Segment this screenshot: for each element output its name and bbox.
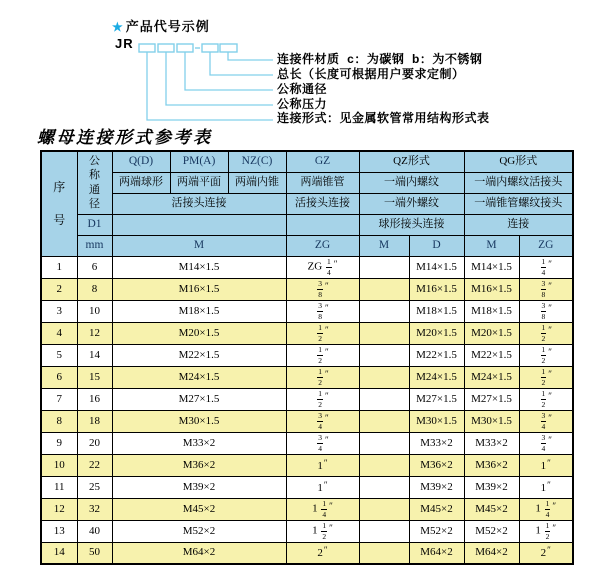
dn-cell: 8	[77, 278, 112, 300]
dn-cell: 6	[77, 256, 112, 278]
qz-m-cell	[359, 542, 409, 564]
qz-m-cell	[359, 344, 409, 366]
header-unit-zg2: ZG	[519, 235, 573, 256]
qz-m-cell	[359, 256, 409, 278]
serial-cell: 6	[41, 366, 77, 388]
table-row	[41, 278, 573, 300]
header-group-nzc: NZ(C)	[228, 151, 286, 172]
qg-zg-cell: $\frac{3}{8}$ ″	[519, 278, 573, 300]
qz-d-cell: M14×1.5	[409, 256, 464, 278]
qz-m-cell	[359, 278, 409, 300]
header-unit-zg1: ZG	[286, 235, 359, 256]
dn-cell: 15	[77, 366, 112, 388]
code-box-4	[202, 44, 218, 52]
header-unit-d: D	[409, 235, 464, 256]
dn-cell: 40	[77, 520, 112, 542]
table-row	[41, 454, 573, 476]
table-row	[41, 520, 573, 542]
qg-zg-cell: 1 $\frac{1}{2}$ ″	[519, 520, 573, 542]
qz-d-cell: M16×1.5	[409, 278, 464, 300]
gz-thread-cell: $\frac{1}{2}$ ″	[286, 322, 359, 344]
callout-label-connection: 连接形式：见金属软管常用结构形式表	[277, 111, 490, 125]
header-qg-taper-thread-joint: 一端锥管螺纹接头	[464, 193, 573, 214]
qz-m-cell	[359, 388, 409, 410]
qz-d-cell: M27×1.5	[409, 388, 464, 410]
serial-cell: 10	[41, 454, 77, 476]
table-row	[41, 388, 573, 410]
header-desc-pma: 两端平面	[170, 172, 228, 193]
qg-m-cell: M36×2	[464, 454, 519, 476]
table-row	[41, 344, 573, 366]
qg-m-cell: M45×2	[464, 498, 519, 520]
m-thread-cell: M14×1.5	[112, 256, 286, 278]
serial-cell: 5	[41, 344, 77, 366]
qz-d-cell: M52×2	[409, 520, 464, 542]
table-row	[41, 498, 573, 520]
qg-zg-cell: 1″	[519, 454, 573, 476]
m-thread-cell: M27×1.5	[112, 388, 286, 410]
dn-cell: 25	[77, 476, 112, 498]
dn-cell: 12	[77, 322, 112, 344]
m-thread-cell: M52×2	[112, 520, 286, 542]
header-empty-gz	[286, 214, 359, 235]
serial-cell: 4	[41, 322, 77, 344]
m-thread-cell: M64×2	[112, 542, 286, 564]
header-desc-qd: 两端球形	[112, 172, 170, 193]
gz-thread-cell: ZG $\frac{1}{4}$ ″	[286, 256, 359, 278]
gz-thread-cell: 1 $\frac{1}{2}$ ″	[286, 520, 359, 542]
dn-cell: 16	[77, 388, 112, 410]
table-row	[41, 542, 573, 564]
serial-cell: 12	[41, 498, 77, 520]
callout-label-pressure: 公称压力	[277, 97, 328, 111]
gz-thread-cell: 1″	[286, 454, 359, 476]
qg-zg-cell: $\frac{3}{8}$ ″	[519, 300, 573, 322]
header-group-gz: GZ	[286, 151, 359, 172]
qg-m-cell: M39×2	[464, 476, 519, 498]
code-box-3	[177, 44, 193, 52]
gz-thread-cell: 1 $\frac{1}{4}$ ″	[286, 498, 359, 520]
qz-m-cell	[359, 476, 409, 498]
qz-m-cell	[359, 520, 409, 542]
header-qg-connection: 连接	[464, 214, 573, 235]
table-row	[41, 300, 573, 322]
header-connection-union1: 活接头连接	[112, 193, 286, 214]
qz-m-cell	[359, 300, 409, 322]
qz-d-cell: M18×1.5	[409, 300, 464, 322]
qg-zg-cell: 1 $\frac{1}{4}$ ″	[519, 498, 573, 520]
table-row	[41, 322, 573, 344]
callout-line-diameter	[185, 52, 273, 90]
serial-cell: 2	[41, 278, 77, 300]
dn-cell: 50	[77, 542, 112, 564]
header-empty-left	[112, 214, 286, 235]
qg-zg-cell: 2″	[519, 542, 573, 564]
serial-cell: 9	[41, 432, 77, 454]
table-row	[41, 410, 573, 432]
qg-m-cell: M14×1.5	[464, 256, 519, 278]
dn-cell: 18	[77, 410, 112, 432]
serial-cell: 7	[41, 388, 77, 410]
serial-cell: 1	[41, 256, 77, 278]
serial-cell: 3	[41, 300, 77, 322]
qg-zg-cell: $\frac{3}{4}$ ″	[519, 410, 573, 432]
header-desc-qg: 一端内螺纹活接头	[464, 172, 573, 193]
gz-thread-cell: $\frac{3}{8}$ ″	[286, 278, 359, 300]
header-desc-qz: 一端内螺纹	[359, 172, 464, 193]
code-box-5	[220, 44, 237, 52]
table-row	[41, 476, 573, 498]
serial-cell: 14	[41, 542, 77, 564]
qg-zg-cell: $\frac{1}{2}$ ″	[519, 344, 573, 366]
serial-cell: 8	[41, 410, 77, 432]
table-header	[41, 151, 573, 256]
header-dn-text: 公称通径	[89, 155, 100, 211]
qg-zg-cell: $\frac{1}{2}$ ″	[519, 388, 573, 410]
m-thread-cell: M45×2	[112, 498, 286, 520]
header-unit-m1: M	[112, 235, 286, 256]
qz-m-cell	[359, 366, 409, 388]
table-title: 螺母连接形式参考表	[37, 128, 213, 147]
header-group-qd: Q(D)	[112, 151, 170, 172]
qg-m-cell: M22×1.5	[464, 344, 519, 366]
table-row	[41, 432, 573, 454]
code-box-2	[158, 44, 174, 52]
header-serial-text: 序号	[53, 180, 66, 227]
diagram-heading-text: 产品代号示例	[125, 19, 210, 34]
header-unit-m3: M	[464, 235, 519, 256]
header-group-qg: QG形式	[464, 151, 573, 172]
callout-label-diameter: 公称通径	[277, 82, 328, 96]
gz-thread-cell: $\frac{3}{4}$ ″	[286, 410, 359, 432]
dn-cell: 20	[77, 432, 112, 454]
qz-m-cell	[359, 432, 409, 454]
header-connection-union2: 活接头连接	[286, 193, 359, 214]
qz-m-cell	[359, 410, 409, 432]
dn-cell: 22	[77, 454, 112, 476]
header-group-pma: PM(A)	[170, 151, 228, 172]
gz-thread-cell: $\frac{1}{2}$ ″	[286, 366, 359, 388]
m-thread-cell: M30×1.5	[112, 410, 286, 432]
gz-thread-cell: $\frac{1}{2}$ ″	[286, 388, 359, 410]
code-prefix-label: JR	[115, 36, 134, 51]
code-box-1	[139, 44, 155, 52]
table-body	[41, 256, 573, 564]
nut-connection-reference-table	[40, 150, 574, 565]
table-row	[41, 256, 573, 278]
callout-line-material	[228, 52, 273, 60]
gz-thread-cell: $\frac{3}{8}$ ″	[286, 300, 359, 322]
qz-d-cell: M30×1.5	[409, 410, 464, 432]
qg-m-cell: M64×2	[464, 542, 519, 564]
callout-label-length: 总长（长度可根据用户要求定制）	[277, 67, 465, 81]
qz-m-cell	[359, 322, 409, 344]
qg-m-cell: M20×1.5	[464, 322, 519, 344]
qz-d-cell: M64×2	[409, 542, 464, 564]
gz-thread-cell: $\frac{3}{4}$ ″	[286, 432, 359, 454]
serial-cell: 13	[41, 520, 77, 542]
qz-d-cell: M45×2	[409, 498, 464, 520]
qg-m-cell: M24×1.5	[464, 366, 519, 388]
m-thread-cell: M36×2	[112, 454, 286, 476]
m-thread-cell: M20×1.5	[112, 322, 286, 344]
callout-label-material: 连接件材质 c：为碳钢 b：为不锈钢	[277, 52, 483, 66]
qz-d-cell: M39×2	[409, 476, 464, 498]
header-qz-ball-joint-connection: 球形接头连接	[359, 214, 464, 235]
qg-zg-cell: 1″	[519, 476, 573, 498]
header-serial-number	[41, 151, 77, 256]
qg-m-cell: M33×2	[464, 432, 519, 454]
m-thread-cell: M24×1.5	[112, 366, 286, 388]
header-unit-m2: M	[359, 235, 409, 256]
qz-d-cell: M22×1.5	[409, 344, 464, 366]
qz-d-cell: M36×2	[409, 454, 464, 476]
qz-m-cell	[359, 454, 409, 476]
m-thread-cell: M33×2	[112, 432, 286, 454]
qg-m-cell: M16×1.5	[464, 278, 519, 300]
m-thread-cell: M16×1.5	[112, 278, 286, 300]
qg-zg-cell: $\frac{1}{2}$ ″	[519, 322, 573, 344]
qg-m-cell: M30×1.5	[464, 410, 519, 432]
header-unit-mm: mm	[77, 235, 112, 256]
dn-cell: 10	[77, 300, 112, 322]
gz-thread-cell: 1″	[286, 476, 359, 498]
header-d1: D1	[77, 214, 112, 235]
header-group-qz: QZ形式	[359, 151, 464, 172]
header-desc-nzc: 两端内锥	[228, 172, 286, 193]
serial-cell: 11	[41, 476, 77, 498]
qg-zg-cell: $\frac{1}{2}$ ″	[519, 366, 573, 388]
qg-m-cell: M18×1.5	[464, 300, 519, 322]
header-desc-gz: 两端锥管	[286, 172, 359, 193]
dn-cell: 32	[77, 498, 112, 520]
qg-m-cell: M27×1.5	[464, 388, 519, 410]
gz-thread-cell: 2″	[286, 542, 359, 564]
gz-thread-cell: $\frac{1}{2}$ ″	[286, 344, 359, 366]
table-row	[41, 366, 573, 388]
qg-zg-cell: $\frac{1}{4}$ ″	[519, 256, 573, 278]
m-thread-cell: M18×1.5	[112, 300, 286, 322]
header-qz-external-thread: 一端外螺纹	[359, 193, 464, 214]
qz-m-cell	[359, 498, 409, 520]
header-nominal-diameter	[77, 151, 112, 214]
m-thread-cell: M39×2	[112, 476, 286, 498]
qz-d-cell: M33×2	[409, 432, 464, 454]
qg-zg-cell: $\frac{3}{4}$ ″	[519, 432, 573, 454]
qg-m-cell: M52×2	[464, 520, 519, 542]
qz-d-cell: M24×1.5	[409, 366, 464, 388]
qz-d-cell: M20×1.5	[409, 322, 464, 344]
diagram-heading	[112, 16, 210, 35]
star-icon: ★	[112, 20, 124, 34]
callout-line-length	[210, 52, 273, 75]
dn-cell: 14	[77, 344, 112, 366]
m-thread-cell: M22×1.5	[112, 344, 286, 366]
